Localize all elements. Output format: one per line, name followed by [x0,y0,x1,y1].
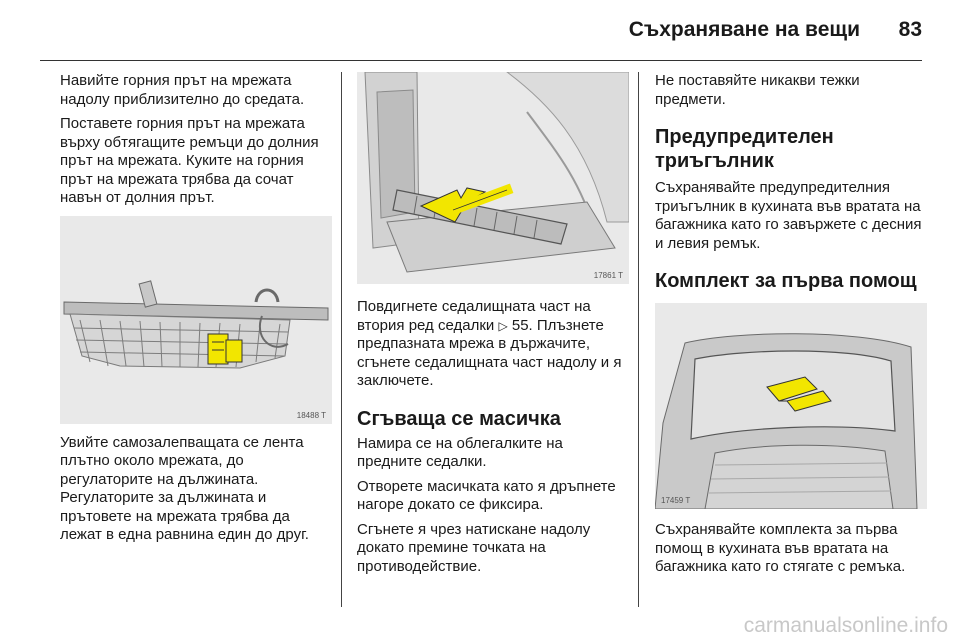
seat-net-illustration [357,72,629,284]
figure-first-aid-kit [655,303,927,509]
paragraph-text: 55. Плъзнете предпазната мрежа в държачите, сгънете седалищната част надолу и я заключете. [357,316,622,389]
column-divider-1 [341,72,342,607]
figure-code: 18488 T [296,410,326,420]
figure-cargo-net-rolled [60,216,332,424]
column-3 [655,72,927,577]
page-number: 83 [898,18,922,41]
section-heading: Комплект за първа помощ [655,270,917,292]
header-rule [40,60,922,61]
watermark: carmanualsonline.info [743,614,948,637]
tailgate-illustration [655,303,927,509]
section-heading: Сгъваща се масичка [357,407,561,430]
figure-code: 17861 T [593,271,623,280]
paragraph: Съхранявайте комплекта за първа помощ в кухината във вратата на багажника като го стягате с ремъка. [655,521,906,575]
paragraph: Увийте самозалепващата се лента плътно около мрежата, до регулаторите на дължината. Регулаторите за дължината и прътовете на мрежата трябва да лежат в една равнина един до друг. [60,433,309,543]
cargo-net-illustration [60,216,332,424]
page-reference-icon: ▷ [498,318,508,333]
paragraph: Отворете масичката като я дръпнете нагоре докато се фиксира. [357,477,616,513]
paragraph: Сгънете я чрез натискане надолу докато премине точката на противодействие. [357,520,591,575]
column-divider-2 [638,72,639,607]
paragraph [357,298,629,391]
paragraph-text: Повдигнете седалищната част на втория ред седалки [357,298,591,334]
paragraph: Навийте горния прът на мрежата надолу приблизително до средата. [60,72,305,108]
paragraph: Не поставяйте никакви тежки предмети. [655,72,860,108]
figure-seat-net-holder [357,72,629,284]
column-2 [357,72,629,576]
section-heading: Предупредителен триъгълник [655,126,834,172]
page-header-title: Съхраняване на вещи [628,18,860,41]
paragraph: Поставете горния прът на мрежата върху обтягащите ремъци до долния прът на мрежата. Куките на горния прът на мрежата трябва да сочат навън от долния прът. [60,115,319,206]
column-1 [60,72,332,545]
paragraph: Намира се на облегалките на предните седалки. [357,434,563,470]
paragraph: Съхранявайте предупредителния триъгълник в кухината във вратата на багажника като го завържете с десния и левия ремък. [655,179,922,252]
figure-code: 17459 T [661,496,691,505]
